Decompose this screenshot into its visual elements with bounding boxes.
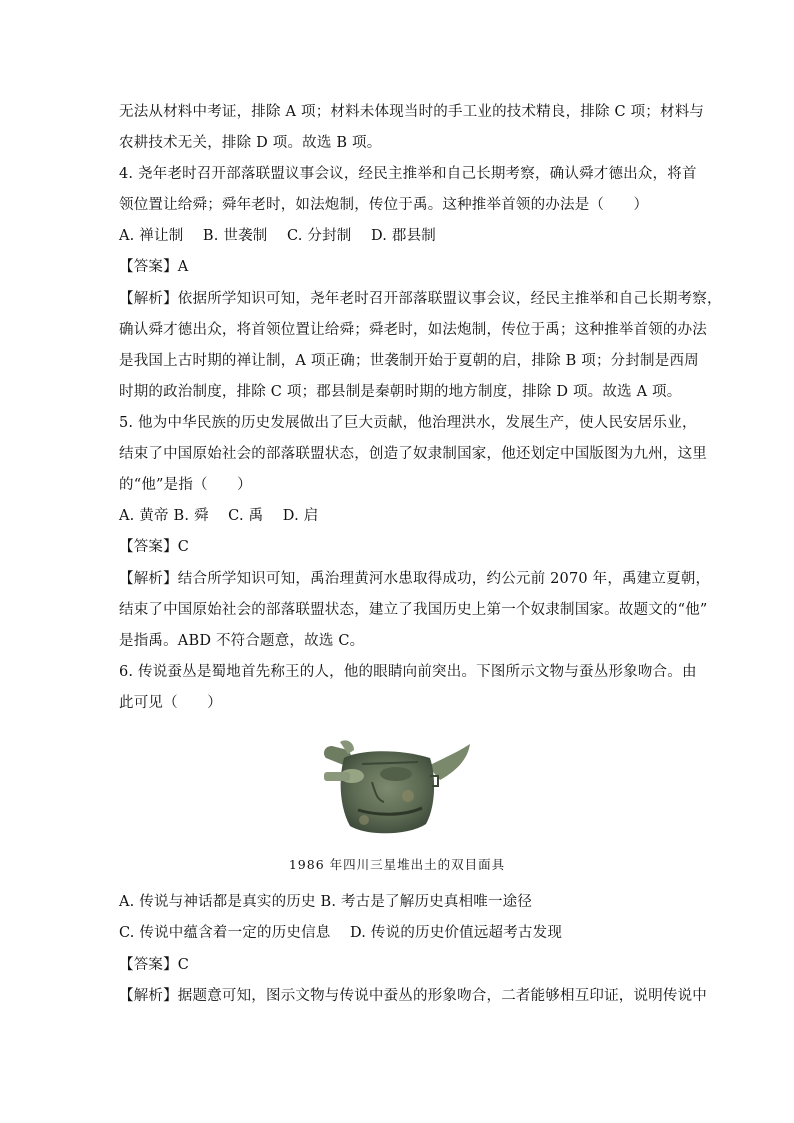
question-6-stem-cont: 此可见（ ） bbox=[119, 695, 222, 711]
question-4-analysis: 【解析】依据所学知识可知，尧年老时召开部落联盟议事会议，经民主推举和自己长期考察， bbox=[119, 291, 722, 307]
question-5-analysis-cont: 是指禹。ABD 不符合题意，故选 C。 bbox=[119, 633, 365, 649]
question-4-analysis-cont: 是我国上古时期的禅让制，A 项正确；世袭制开始于夏朝的启，排除 B 项；分封制是西周 bbox=[119, 353, 699, 369]
question-4-analysis-cont: 时期的政治制度，排除 C 项；郡县制是秦朝时期的地方制度，排除 D 项。故选 A 项。 bbox=[119, 384, 682, 400]
question-5-answer: 【答案】C bbox=[119, 539, 190, 555]
question-6-options-cd: C. 传说中蕴含着一定的历史信息 D. 传说的历史价值远超考古发现 bbox=[119, 925, 563, 941]
figure-caption: 1986 年四川三星堆出土的双目面具 bbox=[288, 857, 506, 872]
question-5-stem-cont: 结束了中国原始社会的部落联盟状态，创造了奴隶制国家，他还划定中国版图为九州，这里 bbox=[119, 446, 707, 462]
question-5-stem-cont: 的“他”是指（ ） bbox=[119, 477, 252, 493]
question-4-analysis-cont: 确认舜才德出众，将首领位置让给舜；舜老时，如法炮制，传位于禹；这种推举首领的办法 bbox=[119, 322, 707, 338]
text-line: 无法从材料中考证，排除 A 项；材料未体现当时的手工业的技术精良，排除 C 项；材料与 bbox=[119, 104, 705, 120]
question-6-analysis: 【解析】据题意可知，图示文物与传说中蚕丛的形象吻合，二者能够相互印证，说明传说中 bbox=[119, 988, 707, 1004]
question-4-options: A. 禅让制 B. 世袭制 C. 分封制 D. 郡县制 bbox=[119, 228, 437, 244]
question-4-answer: 【答案】A bbox=[119, 259, 189, 275]
question-5-stem: 5. 他为中华民族的历史发展做出了巨大贡献，他治理洪水，发展生产，使人民安居乐业， bbox=[119, 415, 697, 431]
question-6-answer: 【答案】C bbox=[119, 957, 190, 973]
bronze-mask-image bbox=[318, 736, 478, 842]
text-line: 农耕技术无关，排除 D 项。故选 B 项。 bbox=[119, 135, 382, 151]
question-5-options: A. 黄帝 B. 舜 C. 禹 D. 启 bbox=[119, 508, 319, 524]
question-6-options-ab: A. 传说与神话都是真实的历史 B. 考古是了解历史真相唯一途径 bbox=[119, 894, 533, 910]
question-4-stem: 4. 尧年老时召开部落联盟议事会议，经民主推举和自己长期考察，确认舜才德出众，将首 bbox=[119, 166, 697, 182]
question-6-stem: 6. 传说蚕丛是蜀地首先称王的人，他的眼睛向前突出。下图所示文物与蚕丛形象吻合。由 bbox=[119, 664, 697, 680]
question-4-stem-cont: 领位置让给舜；舜年老时，如法炮制，传位于禹。这种推举首领的办法是（ ） bbox=[119, 197, 649, 213]
question-5-analysis-cont: 结束了中国原始社会的部落联盟状态，建立了我国历史上第一个奴隶制国家。故题文的“他” bbox=[119, 602, 708, 618]
question-5-analysis: 【解析】结合所学知识可知，禹治理黄河水患取得成功，约公元前 2070 年，禹建立夏朝， bbox=[119, 571, 711, 587]
